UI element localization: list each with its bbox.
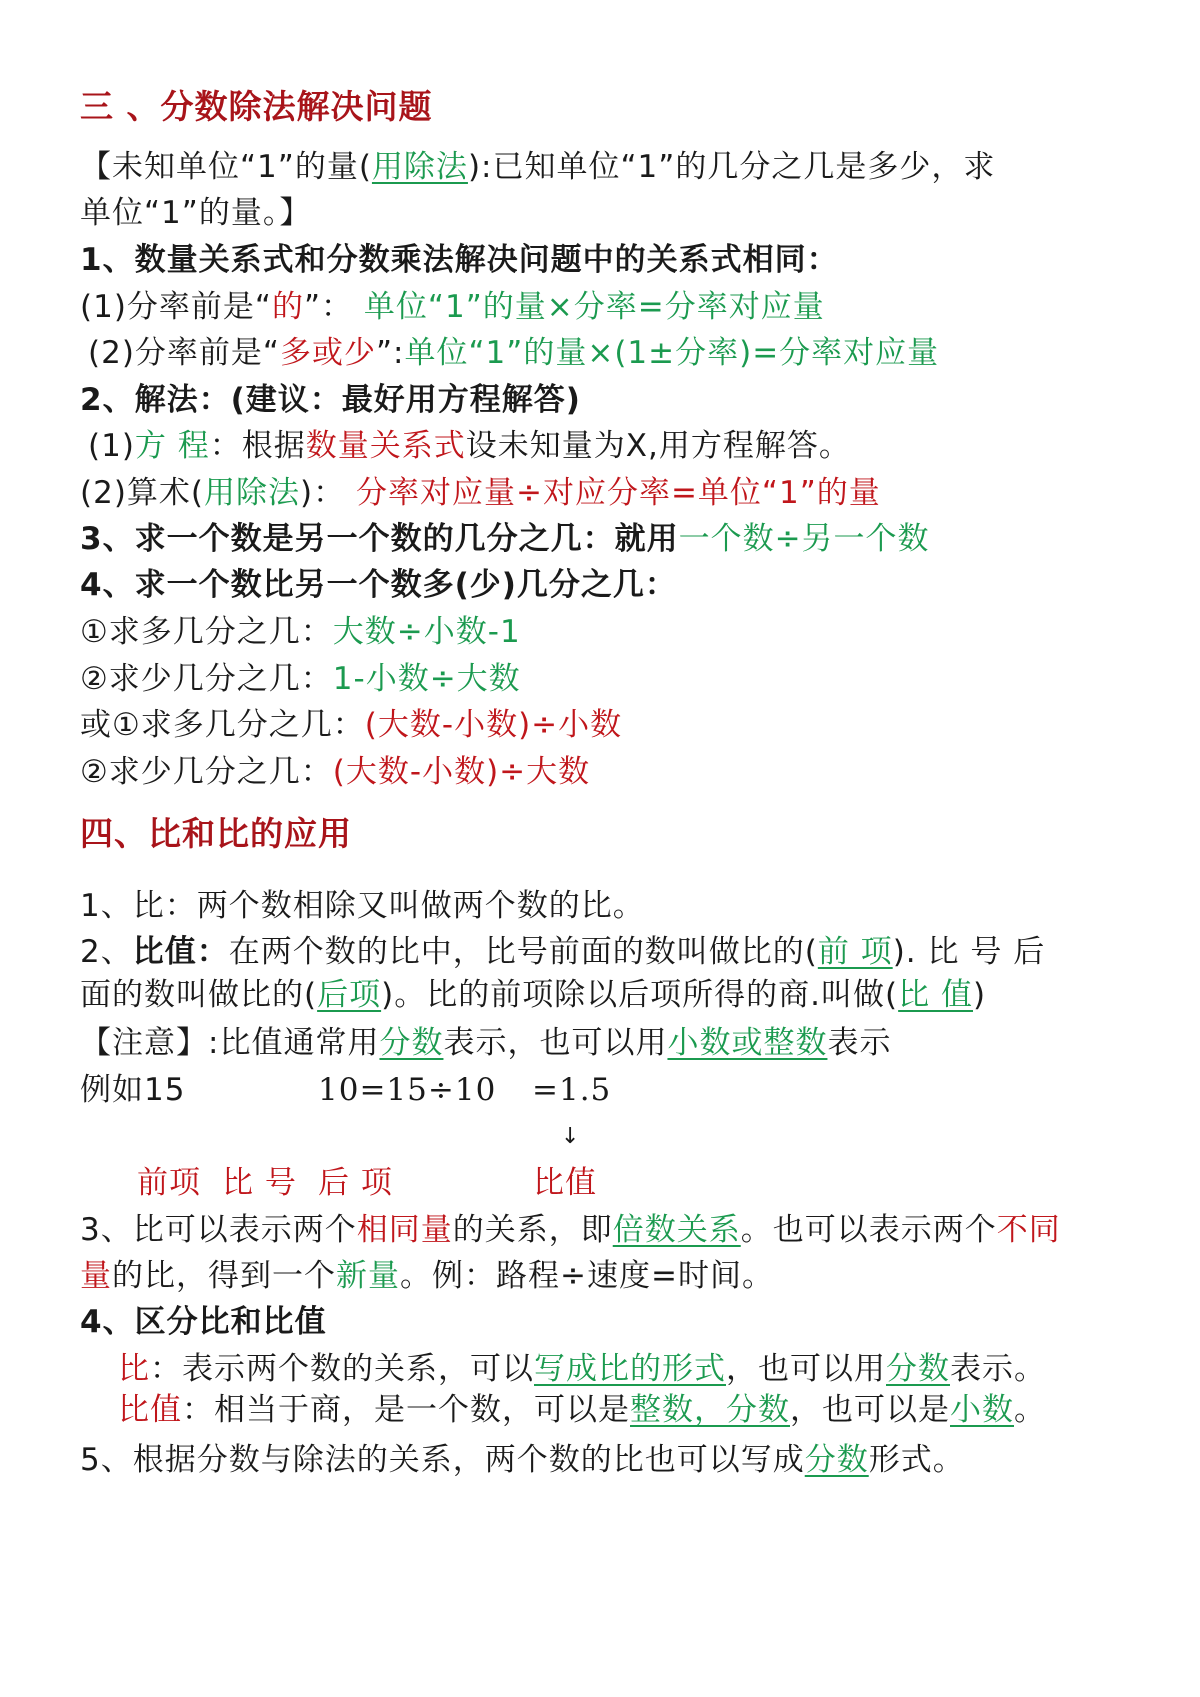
highlight-decimal: 小数 xyxy=(950,1392,1014,1428)
answer-ratio-value: 比 值 xyxy=(898,977,973,1013)
item-text: 形式。 xyxy=(868,1442,965,1478)
item-1-rule-b xyxy=(88,333,939,373)
highlight-multiple: 倍数关系 xyxy=(612,1212,741,1248)
highlight-new: 新量 xyxy=(336,1258,400,1294)
highlight-int-fraction: 整数，分数 xyxy=(630,1392,790,1428)
row-formula: 1-小数÷大数 xyxy=(332,661,521,697)
example-result: =1.5 xyxy=(532,1072,612,1108)
answer-front-term: 前 项 xyxy=(817,934,893,970)
answer-back-term: 后项 xyxy=(317,977,382,1013)
s4-note xyxy=(80,1023,891,1063)
term-ratio-value: 比值： xyxy=(132,934,229,970)
item-text: ：表示两个数的关系，可以 xyxy=(150,1351,534,1387)
rule-keyword: 多或少 xyxy=(279,335,376,371)
down-arrow-icon: ↓ xyxy=(561,1124,581,1149)
method-keyword: 方 程 xyxy=(134,428,210,464)
method-formula: 分率对应量÷对应分率=单位“1”的量 xyxy=(355,475,881,511)
term-ratio: 比 xyxy=(118,1351,150,1387)
intro-method: 用除法 xyxy=(371,149,468,185)
example-equation: 10=15÷10 xyxy=(318,1072,497,1108)
item-text: ) xyxy=(973,977,987,1013)
item-3-mid: 就用 xyxy=(614,521,679,557)
item-3-heading: 3、求一个数是另一个数的几分之几： xyxy=(80,521,615,557)
note-text: 【注意】:比值通常用 xyxy=(80,1025,380,1061)
s4-item-4-ratio xyxy=(118,1349,1046,1389)
item-4-row-1 xyxy=(80,612,521,652)
item-2-method-b xyxy=(80,473,881,513)
item-text: 在两个数的比中，比号前面的数叫做比的( xyxy=(228,934,818,970)
note-text: 表示，也可以用 xyxy=(443,1025,668,1061)
rule-formula: 单位“1”的量×(1±分率)=分率对应量 xyxy=(404,335,940,371)
item-text: ). 比 号 后 xyxy=(892,934,1046,970)
intro-text: 【未知单位“1”的量( xyxy=(80,149,372,185)
item-text: )。比的前项除以后项所得的商.叫做( xyxy=(381,977,899,1013)
method-keyword: 用除法 xyxy=(204,475,301,511)
example-label: 例如15 xyxy=(80,1072,186,1108)
item-4-row-3 xyxy=(80,705,622,745)
highlight-different: 不同 xyxy=(996,1212,1061,1248)
highlight-fraction: 分数 xyxy=(886,1351,950,1387)
example-ratio-value: 比值 xyxy=(533,1165,597,1201)
row-label: 或①求多几分之几： xyxy=(80,707,365,743)
s4-item-4-ratio-value xyxy=(118,1390,1046,1430)
item-text: 。也可以表示两个 xyxy=(740,1212,997,1248)
item-4-row-4 xyxy=(80,752,590,792)
highlight-same: 相同量 xyxy=(356,1212,453,1248)
method-text: ：根据 xyxy=(209,428,306,464)
row-formula: (大数-小数)÷大数 xyxy=(332,754,591,790)
method-highlight: 数量关系式 xyxy=(305,428,466,464)
highlight-fraction: 分数 xyxy=(804,1442,869,1478)
example-front-term: 前项 xyxy=(137,1165,201,1201)
item-text: 5、根据分数与除法的关系，两个数的比也可以写成 xyxy=(80,1442,805,1478)
item-2-heading: 2、解法：(建议：最好用方程解答) xyxy=(80,382,581,418)
s4-item-3-line-1 xyxy=(80,1210,1061,1250)
method-prefix: (2)算术( xyxy=(80,475,205,511)
section-3-title: 三 、分数除法解决问题 xyxy=(80,87,433,126)
highlight-different: 量 xyxy=(80,1258,112,1294)
intro-line-2: 单位“1”的量。】 xyxy=(80,195,312,231)
item-text: 。 xyxy=(1014,1392,1046,1428)
s4-item-4-heading: 4、区分比和比值 xyxy=(80,1304,327,1340)
rule-sep: ”： xyxy=(303,289,364,325)
item-text: 的比，得到一个 xyxy=(112,1258,336,1294)
item-4-row-2 xyxy=(80,659,521,699)
s4-item-2-line-1 xyxy=(80,932,1045,972)
rule-prefix: (1)分率前是“ xyxy=(80,289,272,325)
rule-keyword: 的 xyxy=(271,289,304,325)
item-text: 。例：路程÷速度=时间。 xyxy=(400,1258,774,1294)
rule-prefix: (2)分率前是“ xyxy=(88,335,280,371)
item-text: 3、比可以表示两个 xyxy=(80,1212,357,1248)
item-text: ：相当于商，是一个数，可以是 xyxy=(182,1392,630,1428)
item-text: ，也可以用 xyxy=(726,1351,886,1387)
item-text: 面的数叫做比的( xyxy=(80,977,318,1013)
section-4-title: 四、比和比的应用 xyxy=(80,814,352,853)
rule-sep: ”: xyxy=(375,335,405,371)
item-text: ，也可以是 xyxy=(790,1392,950,1428)
item-text: 的关系，即 xyxy=(452,1212,613,1248)
s4-item-1: 1、比：两个数相除又叫做两个数的比。 xyxy=(80,888,645,924)
method-prefix: (1) xyxy=(88,428,135,464)
item-text: 表示。 xyxy=(950,1351,1046,1387)
method-text: 设未知量为X,用方程解答。 xyxy=(465,428,851,464)
item-3-formula: 一个数÷另一个数 xyxy=(678,521,930,557)
row-label: ②求少几分之几： xyxy=(80,661,333,697)
note-fraction: 分数 xyxy=(379,1025,444,1061)
rule-formula: 单位“1”的量×分率=分率对应量 xyxy=(363,289,825,325)
row-label: ②求少几分之几： xyxy=(80,754,333,790)
note-decimal-integer: 小数或整数 xyxy=(667,1025,828,1061)
item-1-rule-a xyxy=(80,287,825,327)
item-4-heading: 4、求一个数比另一个数多(少)几分之几： xyxy=(80,567,677,603)
note-text: 表示 xyxy=(827,1025,892,1061)
row-formula: 大数÷小数-1 xyxy=(332,614,521,650)
s4-item-2-line-2 xyxy=(80,975,986,1015)
s4-item-3-line-2 xyxy=(80,1256,774,1296)
item-number: 2、 xyxy=(80,934,133,970)
example-back-term: 后 项 xyxy=(318,1165,393,1201)
s4-item-5 xyxy=(80,1440,965,1480)
example-colon: 比 号 xyxy=(222,1165,297,1201)
row-formula: (大数-小数)÷小数 xyxy=(364,707,623,743)
term-ratio-value: 比值 xyxy=(118,1392,182,1428)
item-1-heading: 1、数量关系式和分数乘法解决问题中的关系式相同： xyxy=(80,242,839,278)
intro-line-1 xyxy=(80,147,995,187)
item-3 xyxy=(80,519,930,559)
row-label: ①求多几分之几： xyxy=(80,614,333,650)
method-text: )： xyxy=(300,475,356,511)
highlight-ratio-form: 写成比的形式 xyxy=(534,1351,726,1387)
intro-text: ):已知单位“1”的几分之几是多少，求 xyxy=(467,149,996,185)
item-2-method-a xyxy=(88,426,851,466)
